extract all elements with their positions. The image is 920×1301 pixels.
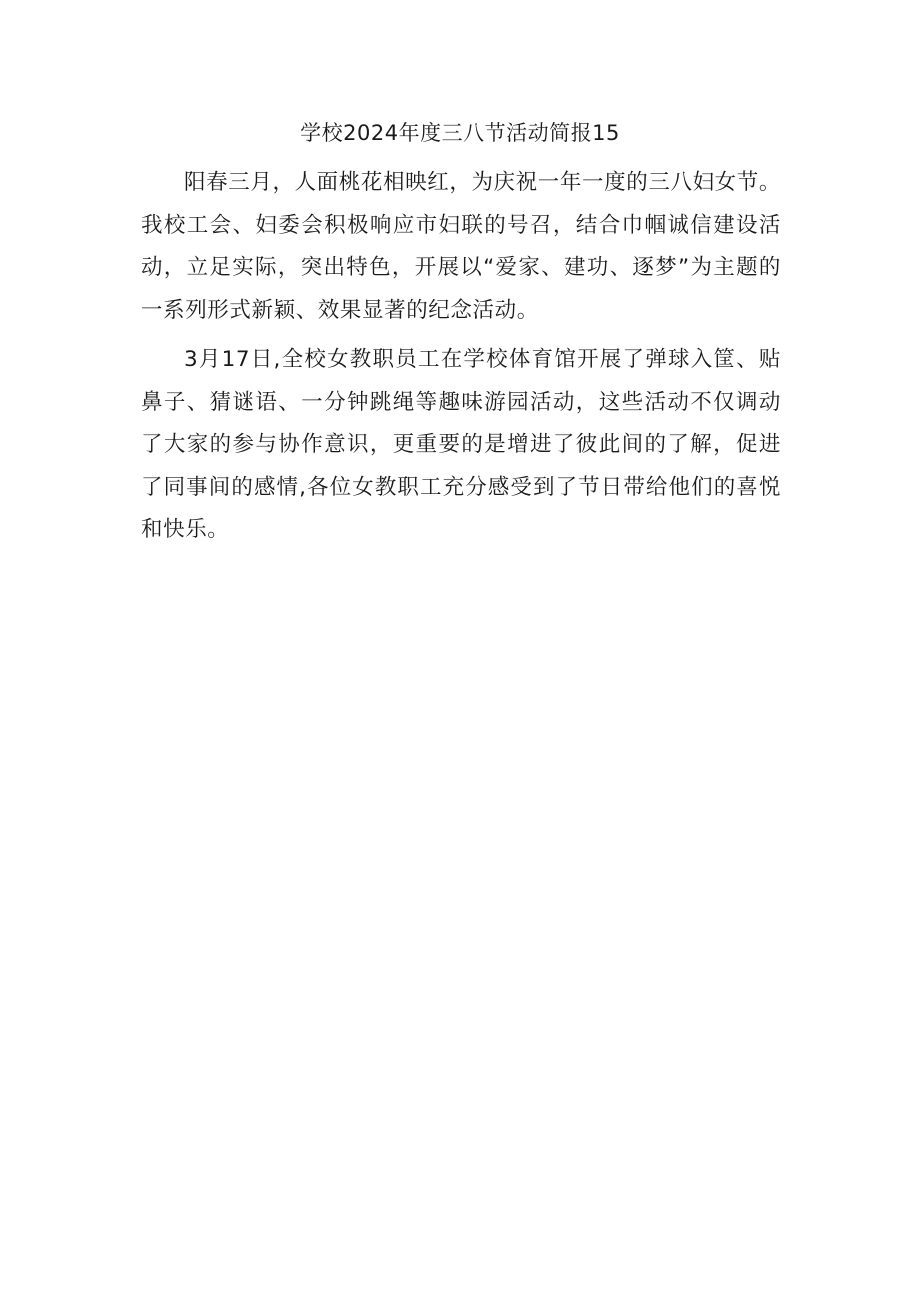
document-title: 学校2024年度三八节活动简报15 (300, 121, 620, 145)
paragraph-activities: 3月17日,全校女教职员工在学校体育馆开展了弹球入筐、贴鼻子、猜谜语、一分钟跳绳等趣味游园活动，这些活动不仅调动了大家的参与协作意识，更重要的是增进了彼此间的了解，促进了同事间的感情,各位女教职工充分感受到了节日带给他们的喜悦和快乐。 (141, 347, 781, 542)
paragraph-intro: 阳春三月，人面桃花相映红，为庆祝一年一度的三八妇女节。我校工会、妇委会积极响应市妇联的号召，结合巾帼诚信建设活动，立足实际，突出特色，开展以“爱家、建功、逐梦”为主题的一系列形式新颖、效果显著的纪念活动。 (141, 170, 781, 323)
document-body (141, 162, 781, 552)
